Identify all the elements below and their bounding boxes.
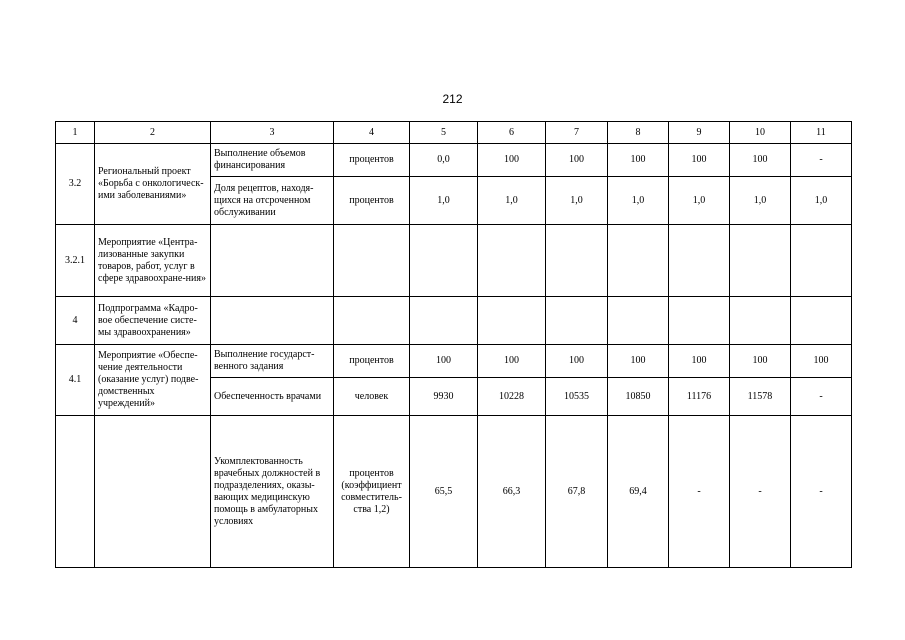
value-cell: 0,0 xyxy=(410,144,478,177)
value-cell: 66,3 xyxy=(478,416,546,568)
indicator-name: Выполнение объемов финансирования xyxy=(211,144,334,177)
indicator-name: Укомплектованность врачебных должностей в подразделениях, оказы-вающих медицинскую помощь в амбулаторных условиях xyxy=(211,416,334,568)
value-cell: 1,0 xyxy=(669,177,730,225)
table-row xyxy=(56,416,852,568)
header-cell: 1 xyxy=(56,122,95,144)
value-cell: 100 xyxy=(608,144,669,177)
table-row xyxy=(56,297,852,345)
row-id: 4 xyxy=(56,297,95,345)
row-name: Мероприятие «Центра-лизованные закупки товаров, работ, услуг в сфере здравоохране-ния» xyxy=(95,225,211,297)
value-cell: 1,0 xyxy=(730,177,791,225)
value-cell: - xyxy=(791,378,852,416)
row-name: Региональный проект «Борьба с онкологическ-ими заболеваниями» xyxy=(95,144,211,225)
value-cell: 1,0 xyxy=(608,177,669,225)
value-cell: 10850 xyxy=(608,378,669,416)
unit: человек xyxy=(334,378,410,416)
page-number: 212 xyxy=(442,92,463,106)
value-cell: 100 xyxy=(669,144,730,177)
row-id: 4.1 xyxy=(56,345,95,416)
indicator-table xyxy=(55,121,852,568)
value-cell: 100 xyxy=(478,345,546,378)
value-cell: 100 xyxy=(730,144,791,177)
value-cell: 10228 xyxy=(478,378,546,416)
header-cell: 4 xyxy=(334,122,410,144)
row-name: Подпрограмма «Кадро-вое обеспечение систе-мы здравоохранения» xyxy=(95,297,211,345)
header-row xyxy=(56,122,852,144)
header-cell: 11 xyxy=(791,122,852,144)
indicator-name: Обеспеченность врачами xyxy=(211,378,334,416)
header-cell: 10 xyxy=(730,122,791,144)
value-cell: 67,8 xyxy=(546,416,608,568)
value-cell: 1,0 xyxy=(546,177,608,225)
header-cell: 7 xyxy=(546,122,608,144)
value-cell: 100 xyxy=(546,345,608,378)
table-row xyxy=(56,144,852,177)
unit: процентов xyxy=(334,144,410,177)
value-cell: 100 xyxy=(478,144,546,177)
indicator-name: Выполнение государст-венного задания xyxy=(211,345,334,378)
unit: процентов xyxy=(334,177,410,225)
header-cell: 3 xyxy=(211,122,334,144)
table-row xyxy=(56,225,852,297)
value-cell: 1,0 xyxy=(478,177,546,225)
value-cell: - xyxy=(791,416,852,568)
row-name: Мероприятие «Обеспе-чение деятельности (оказание услуг) подве-домственных учреждений» xyxy=(95,345,211,416)
row-id: 3.2.1 xyxy=(56,225,95,297)
value-cell: 100 xyxy=(730,345,791,378)
header-cell: 6 xyxy=(478,122,546,144)
value-cell: 100 xyxy=(791,345,852,378)
header-cell: 2 xyxy=(95,122,211,144)
value-cell: - xyxy=(730,416,791,568)
value-cell: 100 xyxy=(669,345,730,378)
header-cell: 8 xyxy=(608,122,669,144)
unit: процентов xyxy=(334,345,410,378)
value-cell: 11578 xyxy=(730,378,791,416)
value-cell: - xyxy=(791,144,852,177)
value-cell: 10535 xyxy=(546,378,608,416)
value-cell: 100 xyxy=(546,144,608,177)
value-cell: 100 xyxy=(608,345,669,378)
header-cell: 9 xyxy=(669,122,730,144)
value-cell: 65,5 xyxy=(410,416,478,568)
indicator-name: Доля рецептов, находя-щихся на отсроченном обслуживании xyxy=(211,177,334,225)
value-cell: - xyxy=(669,416,730,568)
value-cell: 1,0 xyxy=(791,177,852,225)
value-cell: 69,4 xyxy=(608,416,669,568)
value-cell: 11176 xyxy=(669,378,730,416)
row-id: 3.2 xyxy=(56,144,95,225)
value-cell: 100 xyxy=(410,345,478,378)
table-row xyxy=(56,345,852,378)
header-cell: 5 xyxy=(410,122,478,144)
value-cell: 1,0 xyxy=(410,177,478,225)
value-cell: 9930 xyxy=(410,378,478,416)
unit: процентов (коэффициент совместитель-ства 1,2) xyxy=(334,416,410,568)
